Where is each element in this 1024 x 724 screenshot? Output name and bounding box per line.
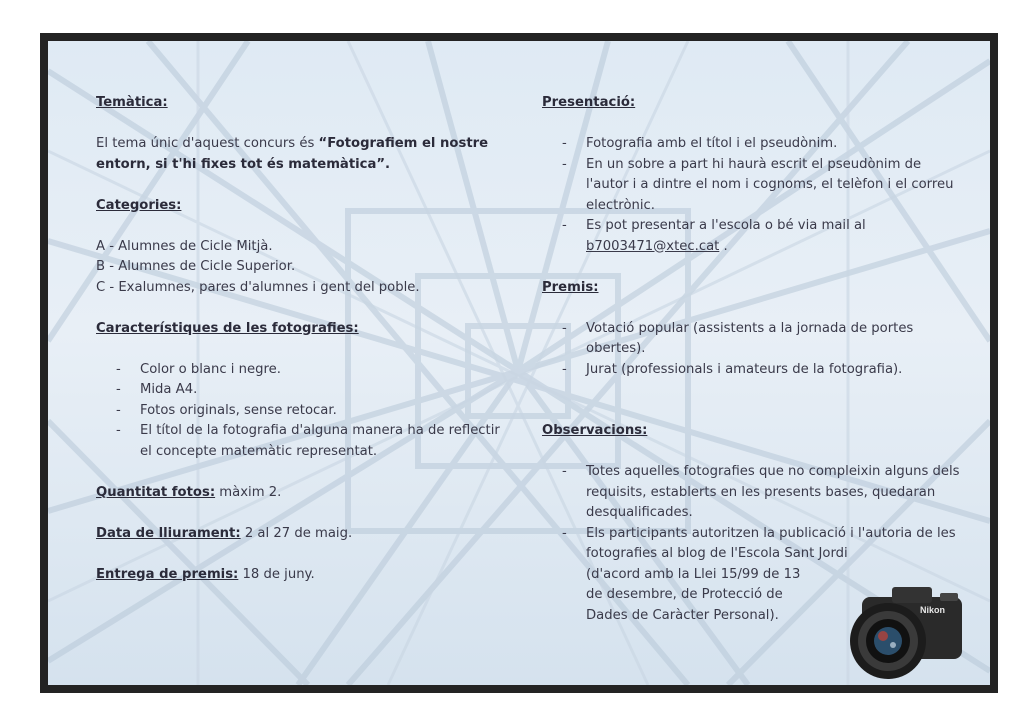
quantitat-line xyxy=(96,483,506,504)
right-column xyxy=(542,93,962,626)
category-item: B - Alumnes de Cicle Superior. xyxy=(96,259,296,274)
list-item: - Fotografia amb el títol i el pseudònim. xyxy=(542,134,962,155)
data-line xyxy=(96,524,506,545)
caracteristiques-list xyxy=(96,360,506,463)
email-link[interactable]: b7003471@xtec.cat xyxy=(586,238,720,254)
entrega-line xyxy=(96,565,506,586)
tematica-text: El tema únic d'aquest concurs és “Fotografiem el nostre entorn, si t'hi fixes tot és matemàtica”. xyxy=(96,136,489,172)
premis-list xyxy=(542,319,962,381)
tematica-heading: Temàtica: xyxy=(96,95,168,110)
contest-title: “Fotografiem el nostre entorn, si t'hi fixes tot és matemàtica”. xyxy=(96,136,489,172)
entrega-label: Entrega de premis: xyxy=(96,566,239,582)
category-item: C - Exalumnes, pares d'alumnes i gent del poble. xyxy=(96,279,420,295)
quantitat-value: màxim 2. xyxy=(219,484,282,500)
observacio-line: de desembre, de Protecció de xyxy=(586,587,783,602)
presentacio-list xyxy=(542,134,962,257)
premis-heading: Premis: xyxy=(542,279,599,295)
list-item: - Jurat (professionals i amateurs de la fotografia). xyxy=(542,360,962,381)
observacio-line: (d'acord amb la Llei 15/99 de 13 xyxy=(586,566,801,582)
list-item: - Es pot presentar a l'escola o bé via mail al b7003471@xtec.cat . xyxy=(542,216,962,257)
left-column xyxy=(96,93,506,585)
entrega-value: 18 de juny. xyxy=(242,566,315,582)
list-item: - Els participants autoritzen la publicació i l'autoria de les fotografies al blog de l'Escola Sant Jordi xyxy=(542,524,962,565)
list-item: - Votació popular (assistents a la jornada de portes obertes). xyxy=(542,319,962,360)
list-item: - Totes aquelles fotografies que no compleixin alguns dels requisits, establerts en les presents bases, quedaran desqualificades. xyxy=(542,462,962,524)
observacions-list xyxy=(542,462,962,565)
caracteristiques-heading: Característiques de les fotografies: xyxy=(96,320,359,336)
data-value: 2 al 27 de maig. xyxy=(244,525,353,541)
camera-brand: Nikon xyxy=(920,605,946,615)
list-item: - En un sobre a part hi haurà escrit el pseudònim de l'autor i a dintre el nom i cognoms, el telèfon i el correu electrònic. xyxy=(542,155,962,217)
list-item: - Color o blanc i negre. xyxy=(96,360,506,381)
list-item: - El títol de la fotografia d'alguna manera ha de reflectir el concepte matemàtic representat. xyxy=(96,421,506,462)
observacions-heading: Observacions: xyxy=(542,423,648,438)
category-item: A - Alumnes de Cicle Mitjà. xyxy=(96,238,273,254)
data-label: Data de lliurament: xyxy=(96,525,241,541)
observacio-line: Dades de Caràcter Personal). xyxy=(586,607,779,623)
list-item: - Mida A4. xyxy=(96,380,506,401)
categories-heading: Categories: xyxy=(96,197,182,213)
presentacio-heading: Presentació: xyxy=(542,95,636,110)
list-item: - Fotos originals, sense retocar. xyxy=(96,401,506,422)
camera-image xyxy=(840,583,968,685)
quantitat-label: Quantitat fotos: xyxy=(96,484,216,500)
leaflet-page xyxy=(40,33,998,693)
